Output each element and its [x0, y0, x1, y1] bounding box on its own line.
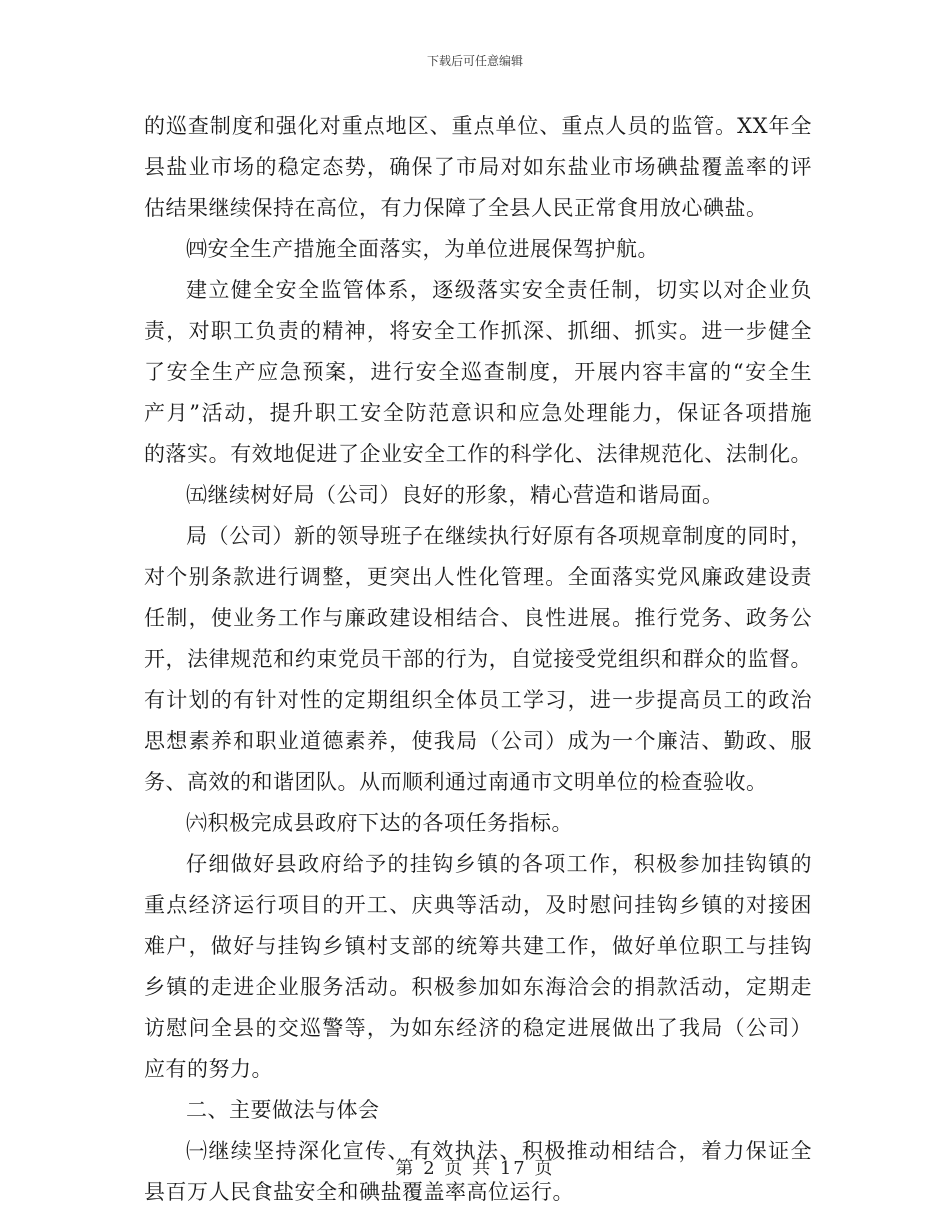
text-line: 访慰问全县的交巡警等，为如东经济的稳定进展做出了我局（公司） — [144, 1016, 812, 1040]
text-line: 估结果继续保持在高位，有力保障了全县人民正常食用放心碘盐。 — [144, 196, 768, 220]
text-line: 产月”活动，提升职工安全防范意识和应急处理能力，保证各项措施 — [144, 401, 812, 425]
section-heading: ㈣安全生产措施全面落实，为单位进展保驾护航。 — [186, 237, 659, 261]
section-heading: 二、主要做法与体会 — [186, 1098, 380, 1122]
text-line: 的落实。有效地促进了企业安全工作的科学化、法律规范化、法制化。 — [144, 442, 812, 466]
section-heading: ㈥积极完成县政府下达的各项任务指标。 — [186, 811, 573, 835]
text-line: 乡镇的走进企业服务活动。积极参加如东海洽会的捐款活动，定期走 — [144, 975, 812, 999]
text-line: 了安全生产应急预案，进行安全巡查制度，开展内容丰富的“安全生 — [144, 360, 812, 384]
text-line: 仔细做好县政府给予的挂钩乡镇的各项工作，积极参加挂钩镇的 — [186, 852, 812, 876]
text-line: 对个别条款进行调整，更突出人性化管理。全面落实党风廉政建设责 — [144, 565, 812, 589]
text-line: 务、高效的和谐团队。从而顺利通过南通市文明单位的检查验收。 — [144, 770, 768, 794]
text-line: 任制，使业务工作与廉政建设相结合、良性进展。推行党务、政务公 — [144, 606, 812, 630]
text-line: 应有的努力。 — [144, 1057, 273, 1081]
section-heading: ㈤继续树好局（公司）良好的形象，精心营造和谐局面。 — [186, 483, 724, 507]
text-line: 思想素养和职业道德素养，使我局（公司）成为一个廉洁、勤政、服 — [144, 729, 812, 753]
header-note: 下载后可任意编辑 — [426, 54, 523, 68]
text-line: 责，对职工负责的精神，将安全工作抓深、抓细、抓实。进一步健全 — [144, 319, 812, 343]
page-number-footer: 第 2 页 共 17 页 — [395, 1158, 555, 1179]
text-line: 的巡查制度和强化对重点地区、重点单位、重点人员的监管。XX年全 — [144, 114, 812, 138]
text-line: 开，法律规范和约束党员干部的行为，自觉接受党组织和群众的监督。 — [144, 647, 812, 671]
text-line: 重点经济运行项目的开工、庆典等活动，及时慰问挂钩乡镇的对接困 — [144, 893, 812, 917]
text-line: 局（公司）新的领导班子在继续执行好原有各项规章制度的同时， — [186, 524, 812, 548]
text-line: 难户，做好与挂钩乡镇村支部的统筹共建工作，做好单位职工与挂钩 — [144, 934, 812, 958]
section-heading: ㈠继续坚持深化宣传、有效执法、积极推动相结合，着力保证全 — [186, 1139, 812, 1163]
text-line: 有计划的有针对性的定期组织全体员工学习，进一步提高员工的政治 — [144, 688, 812, 712]
text-line: 县百万人民食盐安全和碘盐覆盖率高位运行。 — [144, 1180, 574, 1204]
text-line: 县盐业市场的稳定态势，确保了市局对如东盐业市场碘盐覆盖率的评 — [144, 155, 812, 179]
text-line: 建立健全安全监管体系，逐级落实安全责任制，切实以对企业负 — [186, 278, 812, 302]
document-body — [144, 106, 812, 1213]
